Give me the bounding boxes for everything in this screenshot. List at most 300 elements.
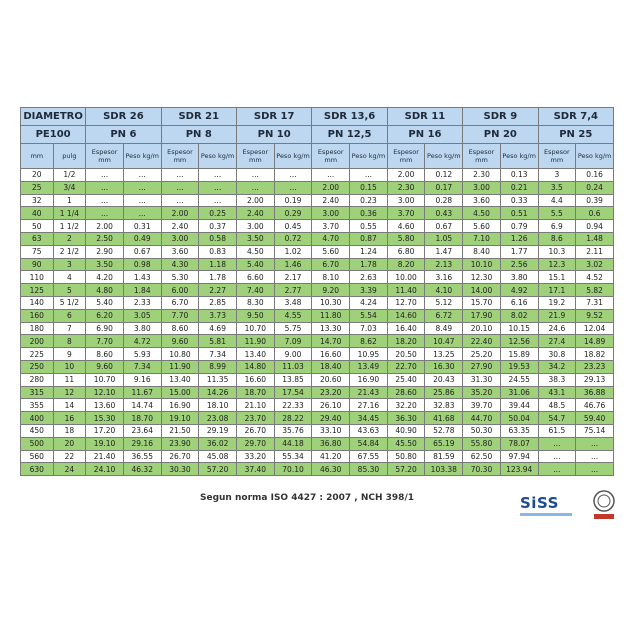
table-cell: 22 [53, 450, 86, 463]
table-cell: 1.18 [199, 258, 237, 271]
table-cell: 27.16 [350, 399, 388, 412]
table-cell: 8.10 [312, 271, 350, 284]
table-cell: 200 [21, 335, 54, 348]
table-cell: 12.56 [500, 335, 538, 348]
table-cell: 6.16 [500, 296, 538, 309]
table-cell: 0.67 [123, 245, 161, 258]
table-cell: 70.10 [274, 463, 312, 476]
table-cell: 6.20 [86, 309, 124, 322]
unit-header-cell: Espesor mm [463, 144, 501, 169]
table-cell: 50.30 [463, 424, 501, 437]
unit-header-cell: Peso kg/m [274, 144, 312, 169]
table-cell: ... [161, 194, 199, 207]
unit-header-cell: pulg [53, 144, 86, 169]
table-row [21, 258, 614, 271]
table-cell: 6.72 [425, 309, 463, 322]
table-cell: 140 [21, 296, 54, 309]
table-cell: 3.5 [538, 181, 576, 194]
table-cell: 4.50 [463, 207, 501, 220]
table-cell: 32.20 [387, 399, 425, 412]
table-cell: 24 [53, 463, 86, 476]
table-cell: 2.13 [425, 258, 463, 271]
table-cell: 2.40 [161, 220, 199, 233]
table-cell: 54.7 [538, 412, 576, 425]
table-cell: 48.5 [538, 399, 576, 412]
table-cell: 28.22 [274, 412, 312, 425]
table-cell: 2.17 [274, 271, 312, 284]
table-cell: 29.16 [123, 437, 161, 450]
table-row [21, 373, 614, 386]
table-cell: 0.51 [500, 207, 538, 220]
table-cell: 10.70 [236, 322, 274, 335]
table-cell: 2.90 [86, 245, 124, 258]
table-cell: 1/2 [53, 169, 86, 182]
table-cell: 20.60 [312, 373, 350, 386]
table-cell: 6.90 [86, 322, 124, 335]
unit-header-cell: Espesor mm [161, 144, 199, 169]
table-cell: 12 [53, 386, 86, 399]
header-sdr-26: SDR 26 [86, 108, 161, 126]
table-cell: 0.37 [199, 220, 237, 233]
table-cell: 8.02 [500, 309, 538, 322]
table-cell: ... [86, 169, 124, 182]
table-cell: 36.02 [199, 437, 237, 450]
table-cell: 8.49 [425, 322, 463, 335]
table-cell: 4.55 [274, 309, 312, 322]
table-cell: 0.87 [350, 232, 388, 245]
table-cell: 97.94 [500, 450, 538, 463]
table-cell: 225 [21, 348, 54, 361]
table-cell: 7 [53, 322, 86, 335]
table-cell: 160 [21, 309, 54, 322]
table-cell: 10.70 [86, 373, 124, 386]
table-cell: 16.60 [312, 348, 350, 361]
table-cell: 55.34 [274, 450, 312, 463]
table-cell: 46.30 [312, 463, 350, 476]
table-cell: 44.70 [463, 412, 501, 425]
table-cell: 5.30 [161, 271, 199, 284]
table-cell: 18.10 [199, 399, 237, 412]
table-cell: 11.67 [123, 386, 161, 399]
header-pn-8: PN 8 [161, 126, 236, 144]
unit-header-cell: Peso kg/m [425, 144, 463, 169]
table-cell: 7.40 [236, 284, 274, 297]
table-cell: 3.02 [576, 258, 614, 271]
table-cell: 3.70 [387, 207, 425, 220]
table-cell: 40 [21, 207, 54, 220]
unit-header-cell: Peso kg/m [123, 144, 161, 169]
table-cell: 50 [21, 220, 54, 233]
table-cell: 110 [21, 271, 54, 284]
table-cell: 11.80 [312, 309, 350, 322]
table-cell: 6.00 [161, 284, 199, 297]
pipe-spec-table [20, 107, 614, 476]
table-cell: 13.60 [86, 399, 124, 412]
table-cell: 8.6 [538, 232, 576, 245]
table-cell: 26.70 [161, 450, 199, 463]
table-cell: 4 [53, 271, 86, 284]
table-cell: 20.50 [387, 348, 425, 361]
table-cell: 5.75 [274, 322, 312, 335]
table-cell: 10 [53, 360, 86, 373]
table-cell: 7.31 [576, 296, 614, 309]
table-cell: 34.45 [350, 412, 388, 425]
table-cell: 7.34 [199, 348, 237, 361]
table-cell: 25.86 [425, 386, 463, 399]
table-cell: 5.12 [425, 296, 463, 309]
table-cell: ... [576, 450, 614, 463]
table-cell: 39.70 [463, 399, 501, 412]
unit-header-cell: Peso kg/m [576, 144, 614, 169]
table-cell: 29.70 [236, 437, 274, 450]
table-row [21, 450, 614, 463]
table-cell: 17.20 [86, 424, 124, 437]
table-cell: 55.80 [463, 437, 501, 450]
table-cell: 11.03 [274, 360, 312, 373]
table-cell: 123.94 [500, 463, 538, 476]
table-cell: 14.74 [123, 399, 161, 412]
table-cell: 14.70 [312, 335, 350, 348]
table-cell: 1 1/4 [53, 207, 86, 220]
header-sdr-11: SDR 11 [387, 108, 462, 126]
table-cell: 2.40 [236, 207, 274, 220]
table-cell: 21.9 [538, 309, 576, 322]
table-cell: 4.80 [86, 284, 124, 297]
table-cell: 13.25 [425, 348, 463, 361]
table-cell: 90 [21, 258, 54, 271]
header-row-units [21, 144, 614, 169]
table-cell: 10.80 [161, 348, 199, 361]
table-cell: 280 [21, 373, 54, 386]
table-cell: 23.64 [123, 424, 161, 437]
table-cell: 12.3 [538, 258, 576, 271]
table-cell: 13.85 [274, 373, 312, 386]
table-row [21, 271, 614, 284]
table-cell: 29.40 [312, 412, 350, 425]
table-row [21, 309, 614, 322]
table-cell: 18.40 [312, 360, 350, 373]
table-cell: 24.55 [500, 373, 538, 386]
table-cell: 0.23 [350, 194, 388, 207]
table-cell: 7.03 [350, 322, 388, 335]
table-cell: ... [199, 169, 237, 182]
table-cell: 17.54 [274, 386, 312, 399]
table-cell: 23.70 [236, 412, 274, 425]
unit-header-cell: Peso kg/m [500, 144, 538, 169]
unit-header-cell: Espesor mm [387, 144, 425, 169]
table-cell: 13.40 [236, 348, 274, 361]
table-cell: 4.10 [425, 284, 463, 297]
table-cell: 9.60 [161, 335, 199, 348]
table-cell: 0.58 [199, 232, 237, 245]
table-cell: 16 [53, 412, 86, 425]
table-cell: 14 [53, 399, 86, 412]
table-cell: 41.20 [312, 450, 350, 463]
table-cell: ... [236, 181, 274, 194]
table-cell: 26.70 [236, 424, 274, 437]
table-cell: 2.33 [123, 296, 161, 309]
table-cell: 0.6 [576, 207, 614, 220]
table-cell: 15.30 [86, 412, 124, 425]
table-cell: 9.52 [576, 309, 614, 322]
table-cell: 9.20 [312, 284, 350, 297]
table-cell: 24.10 [86, 463, 124, 476]
table-cell: 0.25 [199, 207, 237, 220]
table-cell: 23.23 [576, 360, 614, 373]
table-cell: 10.15 [500, 322, 538, 335]
table-cell: ... [350, 169, 388, 182]
table-row [21, 424, 614, 437]
table-cell: 8.30 [236, 296, 274, 309]
table-cell: 39.44 [500, 399, 538, 412]
table-cell: ... [86, 194, 124, 207]
table-cell: 2.50 [86, 232, 124, 245]
table-cell: 4.69 [199, 322, 237, 335]
table-cell: 0.21 [500, 181, 538, 194]
table-row [21, 437, 614, 450]
table-cell: 2.00 [161, 207, 199, 220]
table-cell: 2.00 [236, 194, 274, 207]
table-cell: 5.40 [86, 296, 124, 309]
table-cell: 400 [21, 412, 54, 425]
table-cell: 3/4 [53, 181, 86, 194]
table-cell: 21.50 [161, 424, 199, 437]
table-cell: 36.88 [576, 386, 614, 399]
table-cell: 315 [21, 386, 54, 399]
table-cell: 1 1/2 [53, 220, 86, 233]
table-cell: 29.13 [576, 373, 614, 386]
table-cell: 4.24 [350, 296, 388, 309]
table-cell: 85.30 [350, 463, 388, 476]
table-cell: 12.30 [463, 271, 501, 284]
table-cell: 20.10 [463, 322, 501, 335]
table-cell: 9.60 [86, 360, 124, 373]
table-cell: 9.00 [274, 348, 312, 361]
table-cell: 16.60 [236, 373, 274, 386]
table-cell: 10.00 [387, 271, 425, 284]
table-cell: 2.00 [312, 181, 350, 194]
table-cell: 15.00 [161, 386, 199, 399]
table-cell: 5.54 [350, 309, 388, 322]
table-cell: 46.32 [123, 463, 161, 476]
table-cell: 10.10 [463, 258, 501, 271]
table-cell: ... [538, 450, 576, 463]
table-cell: 3.80 [123, 322, 161, 335]
table-cell: 15.70 [463, 296, 501, 309]
table-row [21, 386, 614, 399]
table-cell: 29.19 [199, 424, 237, 437]
table-cell: 23.90 [161, 437, 199, 450]
table-cell: 3.60 [463, 194, 501, 207]
table-cell: 57.20 [199, 463, 237, 476]
table-cell: 10.95 [350, 348, 388, 361]
table-cell: 16.40 [387, 322, 425, 335]
table-cell: ... [199, 181, 237, 194]
table-cell: 1.26 [500, 232, 538, 245]
table-cell: 24.6 [538, 322, 576, 335]
table-row [21, 220, 614, 233]
table-cell: 3.48 [274, 296, 312, 309]
table-cell: 16.90 [161, 399, 199, 412]
table-cell: 0.45 [274, 220, 312, 233]
table-cell: 4.92 [500, 284, 538, 297]
table-cell: 6.9 [538, 220, 576, 233]
table-cell: 3.50 [86, 258, 124, 271]
table-row [21, 399, 614, 412]
table-cell: 3 [538, 169, 576, 182]
certification-seal-icon [590, 489, 618, 521]
table-cell: 18.70 [123, 412, 161, 425]
table-cell: 2 1/2 [53, 245, 86, 258]
table-cell: 9.16 [123, 373, 161, 386]
table-cell: 22.33 [274, 399, 312, 412]
table-cell: ... [274, 169, 312, 182]
table-row [21, 194, 614, 207]
table-cell: 630 [21, 463, 54, 476]
table-cell: 3.00 [161, 232, 199, 245]
table-cell: 3.39 [350, 284, 388, 297]
table-cell: 1.46 [274, 258, 312, 271]
table-cell: 0.49 [123, 232, 161, 245]
table-cell: 13.49 [350, 360, 388, 373]
table-cell: 0.98 [123, 258, 161, 271]
table-cell: 11.90 [161, 360, 199, 373]
table-cell: 8 [53, 335, 86, 348]
table-cell: 4.70 [312, 232, 350, 245]
table-cell: 44.18 [274, 437, 312, 450]
table-cell: 22.70 [387, 360, 425, 373]
table-cell: 0.83 [199, 245, 237, 258]
table-cell: 4.50 [236, 245, 274, 258]
table-cell: 5.60 [463, 220, 501, 233]
table-cell: 11.90 [236, 335, 274, 348]
table-cell: 25 [21, 181, 54, 194]
table-cell: 50.80 [387, 450, 425, 463]
table-cell: 2.00 [387, 169, 425, 182]
table-cell: 8.60 [86, 348, 124, 361]
table-cell: 4.30 [161, 258, 199, 271]
table-cell: 5 1/2 [53, 296, 86, 309]
table-cell: 36.80 [312, 437, 350, 450]
table-cell: 25.40 [387, 373, 425, 386]
table-cell: 13.40 [161, 373, 199, 386]
table-cell: 2.11 [576, 245, 614, 258]
table-cell: 20 [53, 437, 86, 450]
table-cell: 2.40 [312, 194, 350, 207]
table-cell: 1.02 [274, 245, 312, 258]
header-sdr-7-4: SDR 7,4 [538, 108, 613, 126]
table-cell: 1.48 [576, 232, 614, 245]
table-cell: 2.30 [463, 169, 501, 182]
table-cell: 61.5 [538, 424, 576, 437]
table-row [21, 335, 614, 348]
table-cell: 10.47 [425, 335, 463, 348]
table-cell: 23.08 [199, 412, 237, 425]
table-cell: ... [576, 463, 614, 476]
table-row [21, 284, 614, 297]
table-cell: 32 [21, 194, 54, 207]
table-cell: 125 [21, 284, 54, 297]
table-cell: ... [576, 437, 614, 450]
table-cell: 15.89 [500, 348, 538, 361]
table-row [21, 296, 614, 309]
standard-note: Segun norma ISO 4427 : 2007 , NCH 398/1 [200, 493, 414, 503]
table-cell: 35.76 [274, 424, 312, 437]
table-cell: 43.63 [350, 424, 388, 437]
table-cell: 8.62 [350, 335, 388, 348]
table-cell: 75 [21, 245, 54, 258]
table-cell: 27.4 [538, 335, 576, 348]
table-cell: 0.94 [576, 220, 614, 233]
table-cell: 25.20 [463, 348, 501, 361]
table-row [21, 245, 614, 258]
header-pn-12-5: PN 12,5 [312, 126, 387, 144]
table-cell: 103.38 [425, 463, 463, 476]
table-cell: 0.28 [425, 194, 463, 207]
table-cell: 36.55 [123, 450, 161, 463]
table-cell: 0.17 [425, 181, 463, 194]
table-cell: 3.70 [312, 220, 350, 233]
table-cell: 45.50 [387, 437, 425, 450]
table-cell: 63 [21, 232, 54, 245]
header-sdr-17: SDR 17 [236, 108, 311, 126]
table-cell: 59.40 [576, 412, 614, 425]
table-cell: 4.20 [86, 271, 124, 284]
table-row [21, 207, 614, 220]
table-cell: 50.04 [500, 412, 538, 425]
table-cell: 17.90 [463, 309, 501, 322]
table-cell: 11.40 [387, 284, 425, 297]
table-cell: 0.43 [425, 207, 463, 220]
table-cell: 70.30 [463, 463, 501, 476]
table-cell: 5.60 [312, 245, 350, 258]
header-pn-16: PN 16 [387, 126, 462, 144]
table-cell: 43.1 [538, 386, 576, 399]
table-cell: ... [123, 169, 161, 182]
table-cell: 0.12 [425, 169, 463, 182]
table-cell: 14.00 [463, 284, 501, 297]
table-cell: 78.07 [500, 437, 538, 450]
table-cell: 14.60 [387, 309, 425, 322]
table-cell: 5.80 [387, 232, 425, 245]
table-cell: 28.60 [387, 386, 425, 399]
table-row [21, 463, 614, 476]
header-sdr-9: SDR 9 [463, 108, 538, 126]
table-cell: 0.36 [350, 207, 388, 220]
table-cell: 31.06 [500, 386, 538, 399]
table-cell: 0.67 [425, 220, 463, 233]
unit-header-cell: Peso kg/m [350, 144, 388, 169]
siss-logo-underline [520, 513, 572, 516]
table-cell: 14.80 [236, 360, 274, 373]
table-cell: 2 [53, 232, 86, 245]
table-cell: 6.70 [312, 258, 350, 271]
unit-header-cell: Espesor mm [312, 144, 350, 169]
table-cell: 19.10 [86, 437, 124, 450]
table-cell: 54.84 [350, 437, 388, 450]
table-cell: 355 [21, 399, 54, 412]
table-cell: 10.30 [312, 296, 350, 309]
table-row [21, 169, 614, 182]
header-diametro: DIAMETRO [21, 108, 86, 126]
table-cell: 62.50 [463, 450, 501, 463]
table-cell: 4.4 [538, 194, 576, 207]
table-cell: 19.2 [538, 296, 576, 309]
table-cell: 2.63 [350, 271, 388, 284]
table-cell: ... [86, 207, 124, 220]
table-cell: 500 [21, 437, 54, 450]
table-cell: 34.2 [538, 360, 576, 373]
